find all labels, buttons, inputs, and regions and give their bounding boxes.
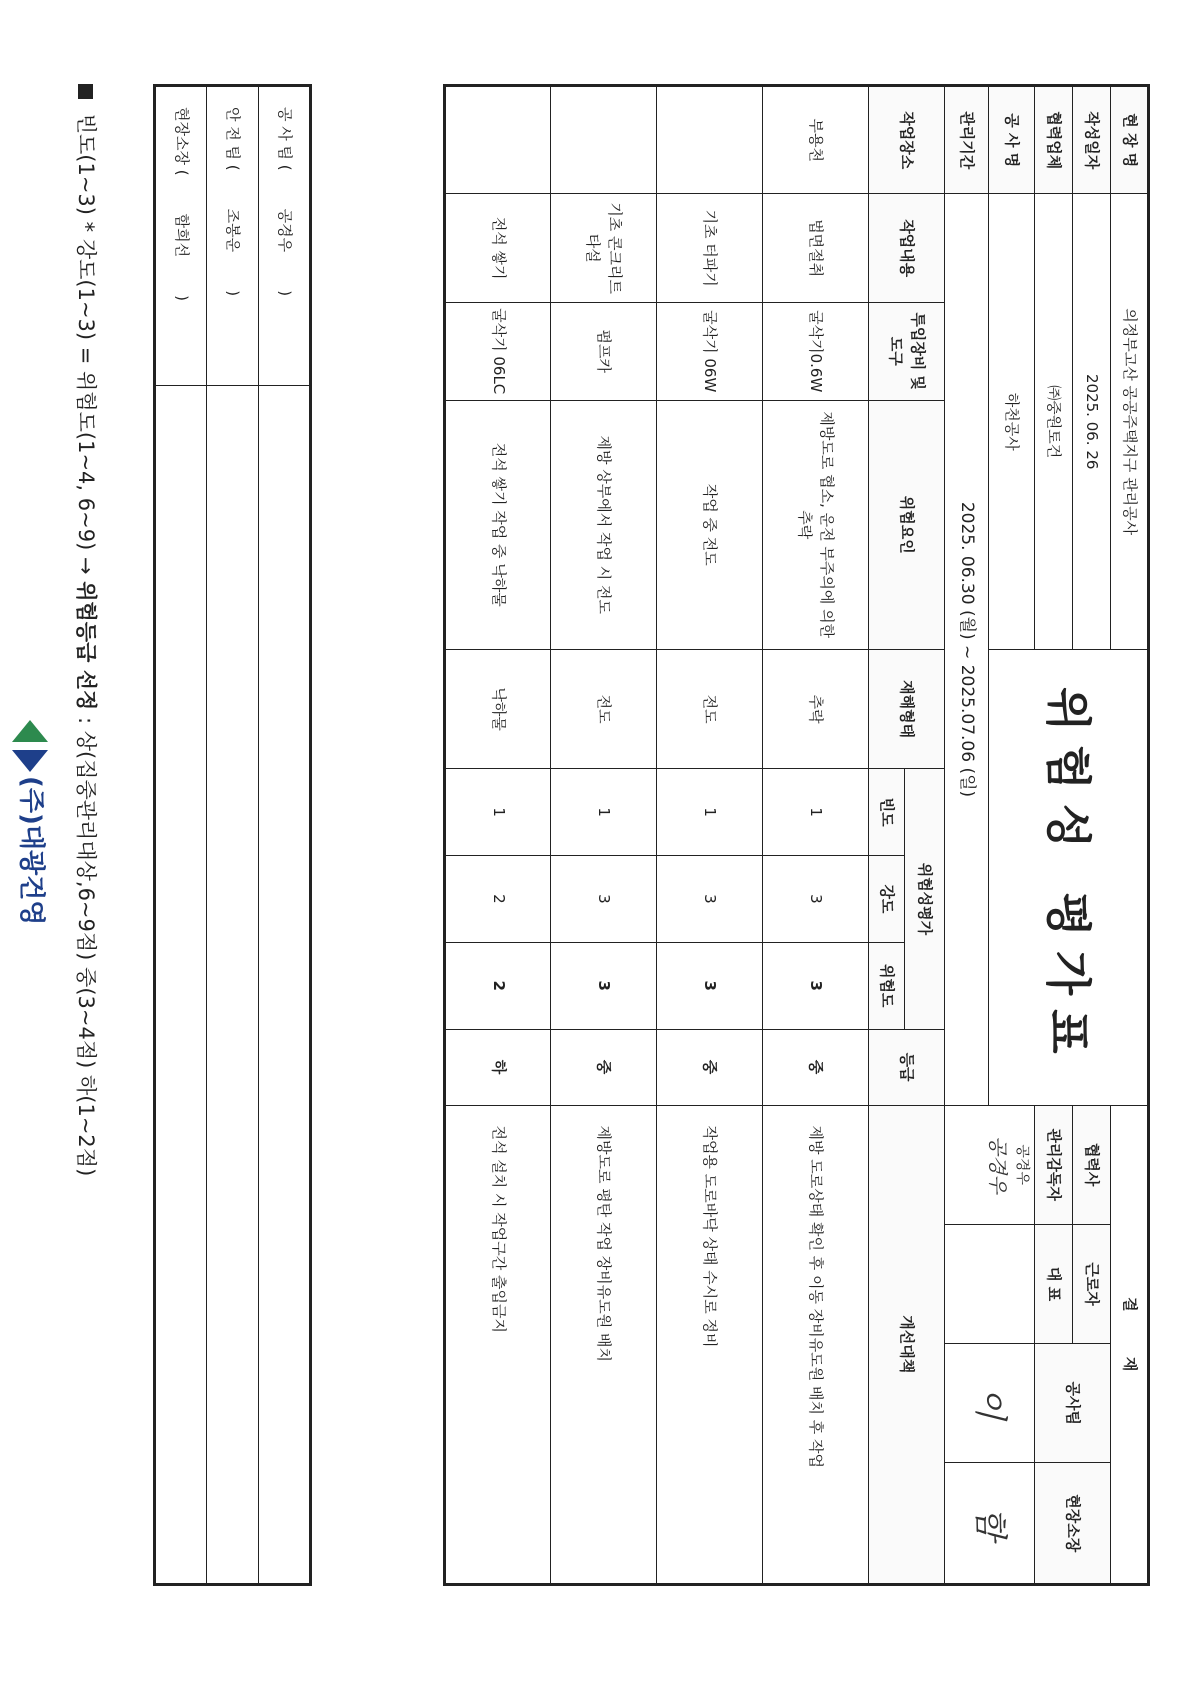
table-row xyxy=(551,86,657,1585)
header-measure: 개선대책 xyxy=(869,1105,945,1584)
row-grade: 중 xyxy=(551,1029,657,1105)
approval-col-ceo: 대 표 xyxy=(1035,1224,1073,1343)
row-grade: 하 xyxy=(445,1029,551,1105)
table-row xyxy=(445,86,551,1585)
risk-formula xyxy=(72,84,102,1584)
header-assessment: 위험성평가 xyxy=(905,769,945,1029)
signoff-name: 조봉운 xyxy=(224,208,243,253)
row-severity: 3 xyxy=(763,856,869,943)
date-value: 2025. 06. 26 xyxy=(1073,194,1111,650)
row-severity: 3 xyxy=(551,856,657,943)
row-grade: 중 xyxy=(763,1029,869,1105)
signoff-close: ) xyxy=(172,295,191,302)
team-signature: 이 xyxy=(970,1386,1011,1420)
logo-right-mark-icon xyxy=(13,750,49,772)
bullet-square-icon xyxy=(78,84,93,99)
signoff-close: ) xyxy=(275,290,294,297)
company-name: (주)대광건영 xyxy=(16,776,46,926)
work-label: 공 사 명 xyxy=(989,86,1035,194)
partner-value: ㈜중원토건 xyxy=(1035,194,1073,650)
header-grade: 등급 xyxy=(869,1029,945,1105)
row-frequency: 1 xyxy=(551,769,657,856)
row-place xyxy=(657,86,763,194)
row-measure: 제방 도로상태 확인 후 이동 장비유도원 배치 후 작업 xyxy=(763,1105,869,1584)
signoff-label: 안 전 팀 ( xyxy=(224,107,243,171)
company-logo xyxy=(13,720,53,925)
row-risk: 2 xyxy=(445,942,551,1029)
page-title: 위험성 평가표 xyxy=(1041,686,1096,1068)
row-risk: 3 xyxy=(657,942,763,1029)
site-value: 의정부고산 공공주택지구 관리공사 xyxy=(1111,194,1149,650)
row-frequency: 1 xyxy=(657,769,763,856)
header-place: 작업장소 xyxy=(869,86,945,194)
period-value: 2025. 06.30 (월) ~ 2025.07.06 (일) xyxy=(945,194,989,1105)
row-risk: 3 xyxy=(551,942,657,1029)
risk-assessment-table xyxy=(443,84,1150,1586)
row-equipment: 펌프카 xyxy=(551,302,657,400)
approval-partner-group: 협력사 xyxy=(1073,1105,1111,1224)
header-frequency: 빈도 xyxy=(869,769,905,856)
manager-signature: 함 xyxy=(970,1506,1011,1540)
row-risk-factor: 전석 쌓기 작업 중 낙하물 xyxy=(445,400,551,649)
row-content: 기초 콘크리트 타설 xyxy=(551,194,657,302)
row-disaster-type: 전도 xyxy=(551,649,657,768)
site-label: 현 장 명 xyxy=(1111,86,1149,194)
header-severity: 강도 xyxy=(869,856,905,943)
signoff-name: 함희선 xyxy=(172,213,191,258)
signoff-row xyxy=(259,86,311,1585)
header-risk: 위험도 xyxy=(869,942,905,1029)
row-disaster-type: 낙하물 xyxy=(445,649,551,768)
signoff-table xyxy=(153,84,312,1586)
approval-worker-group: 근로자 xyxy=(1073,1224,1111,1343)
row-measure: 전석 설치 시 작업구간 출입금지 xyxy=(445,1105,551,1584)
approval-col-team: 공사팀 xyxy=(1035,1344,1111,1463)
partner-label: 협력업체 xyxy=(1035,86,1073,194)
signoff-label: 현장소장 ( xyxy=(172,107,191,176)
row-measure: 작업용 도로바닥 상태 수시로 정비 xyxy=(657,1105,763,1584)
formula-rest: : 상(집중관리대상,6~9점) 중(3~4점) 하(1~2점) xyxy=(74,716,98,1177)
row-equipment: 굴삭기 06W xyxy=(657,302,763,400)
row-risk-factor: 작업 중 전도 xyxy=(657,400,763,649)
row-content: 법면절취 xyxy=(763,194,869,302)
signoff-name: 공경우 xyxy=(275,208,294,253)
row-place xyxy=(445,86,551,194)
formula-prefix: 빈도(1~3) * 강도(1~3) = 위험도(1~4, 6~9) → xyxy=(74,113,98,575)
date-label: 작성일자 xyxy=(1073,86,1111,194)
logo-left-mark-icon xyxy=(13,720,49,742)
header-content: 작업내용 xyxy=(869,194,945,302)
signoff-label: 공 사 팀 ( xyxy=(275,107,294,171)
signoff-row xyxy=(155,86,207,1585)
row-equipment: 굴삭기0.6W xyxy=(763,302,869,400)
row-severity: 2 xyxy=(445,856,551,943)
row-risk-factor: 제방 상부에서 작업 시 전도 xyxy=(551,400,657,649)
supervisor-name: 공경우 xyxy=(1014,1144,1030,1185)
row-measure: 제방도로 평탄 작업 장비유도원 배치 xyxy=(551,1105,657,1584)
row-place xyxy=(551,86,657,194)
supervisor-signature: 공경우 xyxy=(985,1135,1010,1194)
row-risk: 3 xyxy=(763,942,869,1029)
approval-col-supervisor: 관리감독자 xyxy=(1035,1105,1073,1224)
approval-label: 결 재 xyxy=(1111,1105,1149,1584)
header-risk-factor: 위험요인 xyxy=(869,400,945,649)
row-risk-factor: 제방도로 협소, 운전 부주의에 의한 추락 xyxy=(763,400,869,649)
table-row xyxy=(657,86,763,1585)
table-row xyxy=(763,86,869,1585)
header-equipment: 투입장비 및 도구 xyxy=(869,302,945,400)
row-grade: 중 xyxy=(657,1029,763,1105)
row-frequency: 1 xyxy=(763,769,869,856)
row-frequency: 1 xyxy=(445,769,551,856)
signoff-close: ) xyxy=(224,290,243,297)
row-disaster-type: 추락 xyxy=(763,649,869,768)
work-value: 하천공사 xyxy=(989,194,1035,650)
header-disaster-type: 재해형태 xyxy=(869,649,945,768)
row-place: 부용천 xyxy=(763,86,869,194)
row-severity: 3 xyxy=(657,856,763,943)
row-disaster-type: 전도 xyxy=(657,649,763,768)
row-content: 기초 터파기 xyxy=(657,194,763,302)
row-content: 전석 쌓기 xyxy=(445,194,551,302)
approval-col-manager: 현장소장 xyxy=(1035,1463,1111,1585)
period-label: 관리기간 xyxy=(945,86,989,194)
row-equipment: 굴삭기 06LC xyxy=(445,302,551,400)
formula-grade-label: 위험등급 선정 xyxy=(74,581,98,711)
signoff-row xyxy=(207,86,259,1585)
